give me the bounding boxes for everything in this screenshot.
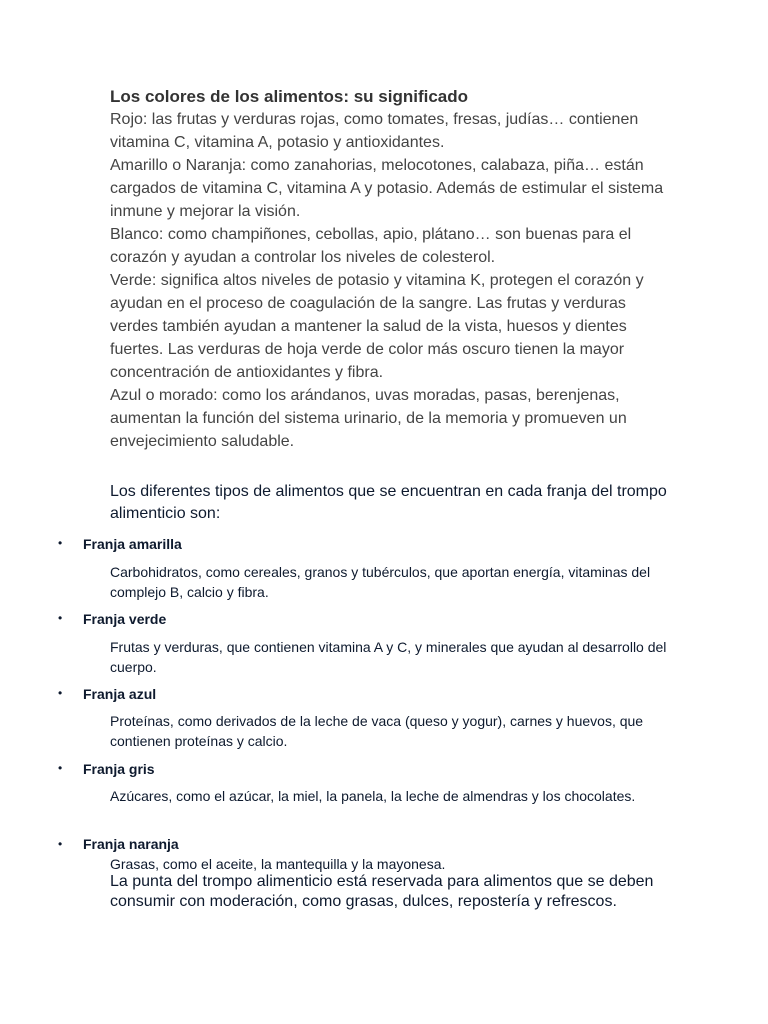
paragraph-red: Rojo: las frutas y verduras rojas, como tomates, fresas, judías… contienen vitamina C, vitamina A, potasio y antioxidantes.: [110, 111, 639, 151]
bullet-icon: •: [58, 837, 63, 851]
item-title-gray: Franja gris: [83, 761, 155, 777]
food-groups-intro: Los diferentes tipos de alimentos que se encuentran en cada franja del trompo alimenticio son:: [110, 483, 667, 522]
closing-paragraph: La punta del trompo alimenticio está reservada para alimentos que se deben consumir con moderación, como grasas, dulces, repostería y refrescos.: [110, 873, 654, 910]
food-colors-section: [110, 86, 670, 453]
bullet-icon: •: [58, 611, 63, 625]
paragraph-green: Verde: significa altos niveles de potasio y vitamina K, protegen el corazón y ayudan en el proceso de coagulación de la sangre. Las frutas y verduras verdes también ayudan a mantener la salud de la vista, huesos y dientes fuertes. Las verduras de hoja verde de color más oscuro tienen la mayor concentración de antioxidantes y fibra.: [110, 272, 644, 381]
item-desc-gray: Azúcares, como el azúcar, la miel, la panela, la leche de almendras y los chocolates.: [110, 788, 636, 804]
item-title-green: Franja verde: [83, 611, 167, 627]
bullet-icon: •: [58, 686, 63, 700]
item-desc-blue: Proteínas, como derivados de la leche de vaca (queso y yogur), carnes y huevos, que contienen proteínas y calcio.: [110, 713, 644, 749]
paragraph-white: Blanco: como champiñones, cebollas, apio, plátano… son buenas para el corazón y ayudan a controlar los niveles de colesterol.: [110, 226, 632, 266]
item-desc-orange: Grasas, como el aceite, la mantequilla y la mayonesa.: [110, 856, 446, 872]
item-title-yellow: Franja amarilla: [83, 536, 182, 552]
item-desc-yellow: Carbohidratos, como cereales, granos y tubérculos, que aportan energía, vitaminas del complejo B, calcio y fibra.: [110, 564, 651, 600]
bullet-icon: •: [58, 761, 63, 775]
paragraph-blue-purple: Azul o morado: como los arándanos, uvas moradas, pasas, berenjenas, aumentan la función del sistema urinario, de la memoria y promueven un envejecimiento saludable.: [110, 387, 627, 450]
item-title-blue: Franja azul: [83, 686, 157, 702]
item-title-orange: Franja naranja: [83, 836, 179, 852]
section-title: Los colores de los alimentos: su significado: [110, 87, 469, 106]
item-desc-green: Frutas y verduras, que contienen vitamina A y C, y minerales que ayudan al desarrollo del cuerpo.: [110, 639, 667, 675]
bullet-icon: •: [58, 536, 63, 550]
paragraph-yellow-orange: Amarillo o Naranja: como zanahorias, melocotones, calabaza, piña… están cargados de vitamina C, vitamina A y potasio. Además de estimular el sistema inmune y mejorar la visión.: [110, 157, 664, 220]
